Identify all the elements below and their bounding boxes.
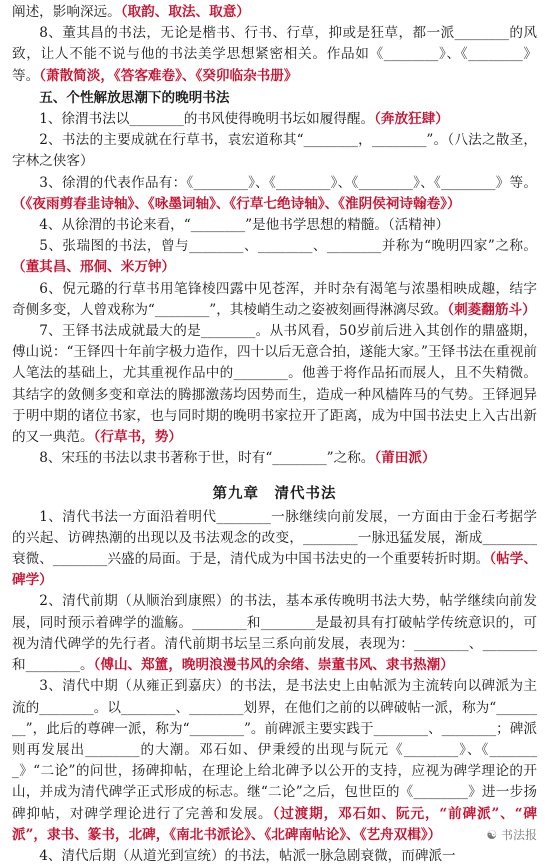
s5-item-4 bbox=[12, 215, 537, 236]
s5-item-5-text: 5、张瑞图的书法，曾与________、________、________并称为“晚明四家”之称。 bbox=[39, 238, 537, 255]
s5-item-6-answer: （刺菱翻筋斗） bbox=[447, 301, 536, 318]
s5-item-2-text: 2、书法的主要成就在行草书，袁宏道称其“________，________”。（八法之散圣，字林之侠客） bbox=[12, 132, 537, 170]
watermark-logo-icon: ☯ bbox=[486, 827, 498, 842]
s5-item-3 bbox=[12, 173, 537, 215]
s5-item-1-answer: （奔放狂肆） bbox=[374, 111, 449, 128]
c9-item-3-answer: （过渡期，邓石如、阮元，“前碑派”、“碑派”，隶书、篆书，北碑，《南北书派论》、《北碑南帖论》、《艺舟双楫》） bbox=[12, 805, 538, 843]
section5-title: 五、个性解放思潮下的晚明书法 bbox=[39, 89, 230, 106]
s5-item-8-answer: （莆田派） bbox=[374, 450, 436, 467]
s5-item-7-answer: （行草书，势） bbox=[93, 429, 182, 446]
s5-item-7-text: 7、王铎书法成就最大的是________。从书风看，50岁前后进入其创作的鼎盛期，傅山说：“王铎四十年前字极力造作，四十以后无意合拍，遂能大家。”王铎书法在重视前人笔法的基础上，尤其重视作品中的________。他善于将作品拓而展人，且不失精微。其结字的敛侧多变和章法的腾挪激荡均因势而生，造成一种风樯阵马的气势。王铎迥异于明中期的诸位书家，也与同时期的晚明书家拉开了距离，成为中国书法史上入古出新的又一典范。 bbox=[12, 323, 537, 446]
c9-item-3 bbox=[12, 676, 537, 846]
s5-item-8 bbox=[12, 448, 537, 469]
c9-item-1-text: 1、清代书法一方面沿着明代________一脉继续向前发展，一方面由于金石考据学的兴起、访碑热潮的出现以及书法观念的改变，________一脉迅猛发展，渐成________衰微、________兴盛的局面。于是，清代成为中国书法史的一个重要转折时期。 bbox=[12, 508, 537, 568]
s5-item-3-text: 3、徐渭的代表作品有：《________》、《________》、《________》、《________》等。 bbox=[39, 174, 537, 191]
c9-item-4-text: 4、清代后期（从道光到宣统）的书法，帖派一脉急剧衰微，而碑派一 bbox=[39, 847, 456, 864]
s5-item-4-text: 4、从徐渭的书论来看，“________”是他书学思想的精髓。（活精神） bbox=[39, 217, 450, 234]
s5-item-6 bbox=[12, 279, 537, 321]
s5-item-7 bbox=[12, 321, 537, 448]
s5-item-5 bbox=[12, 236, 537, 278]
watermark-text: 书法报 bbox=[500, 827, 537, 842]
item8-prev bbox=[12, 23, 537, 87]
top-line bbox=[12, 2, 537, 23]
item8-prev-answer: （萧散简淡，《答客难卷》、《癸卯临杂书册》 bbox=[39, 67, 298, 84]
c9-item-1 bbox=[12, 507, 537, 592]
top-line-text: 阐述，影响深远。 bbox=[12, 4, 121, 20]
s5-item-3-answer: （《夜雨剪春韭诗轴》、《咏墨词轴》、《行草七绝诗轴》、《淮阴侯祠诗翰卷》） bbox=[12, 195, 461, 212]
s5-item-2 bbox=[12, 130, 537, 172]
c9-item-1-answer: （帖学、碑学） bbox=[12, 551, 537, 589]
c9-item-4 bbox=[12, 846, 537, 867]
watermark bbox=[486, 825, 537, 846]
s5-item-1-text: 1、徐渭书法以________的书风使得晚明书坛如履得醒。 bbox=[39, 111, 375, 128]
c9-item-2-text: 2、清代前期（从顺治到康熙）的书法，基本承传晚明书法大势，帖学继续向前发展，同时预示着碑学的滥觞。________和________是最初具有打破帖学传统意识的，可视为清代碑学的先行者。清代前期书坛呈三系向前发展，表现为：________、________和________。 bbox=[12, 593, 537, 674]
s5-item-1 bbox=[12, 109, 537, 130]
s5-item-8-text: 8、宋珏的书法以隶书著称于世，时有“________”之称。 bbox=[39, 450, 375, 467]
top-line-answer: （取韵、取法、取意） bbox=[120, 4, 250, 20]
chapter9-title: 第九章 清代书法 bbox=[212, 485, 337, 503]
s5-item-6-text: 6、倪元璐的行草书用笔锋棱四露中见苍浑，并时杂有渴笔与浓墨相映成趣，结字奇侧多变，人曾戏称为“________”，其棱峭生动之姿被刻画得淋漓尽致。 bbox=[12, 280, 537, 318]
document-page bbox=[12, 2, 537, 867]
c9-item-3-text: 3、清代中期（从雍正到嘉庆）的书法，是书法史上由帖派为主流转向以碑派为主流的________。以________、________划界，在他们之前的以碑破帖一派，称为“________”，此后的尊碑一派，称为“________”。前碑派主要实践于________、________；碑派则再发展出________的大潮。邓石如、伊秉绶的出现与阮元《________》、《________》“二论”的问世，扬碑抑帖，在理论上给北碑予以公开的支持，应视为碑学理论的开山，并成为清代碑学正式形成的标志。继“二论”之后，包世臣的《________》进一步扬碑抑帖，对碑学理论进行了完善和发展。 bbox=[12, 678, 537, 822]
c9-item-2 bbox=[12, 591, 537, 676]
item8-prev-text: 8、董其昌的书法，无论是楷书、行书、行草，抑或是狂草，都一派________的风致，让人不能不说与他的书法美学思想紧密相关。作品如《________》、《________》等。 bbox=[12, 25, 537, 84]
c9-item-2-answer: （傅山、郑簠，晚明浪漫书风的余绪、崇董书风、隶书热潮） bbox=[93, 657, 454, 674]
s5-item-5-answer: （董其昌、邢侗、米万钟） bbox=[12, 259, 176, 276]
